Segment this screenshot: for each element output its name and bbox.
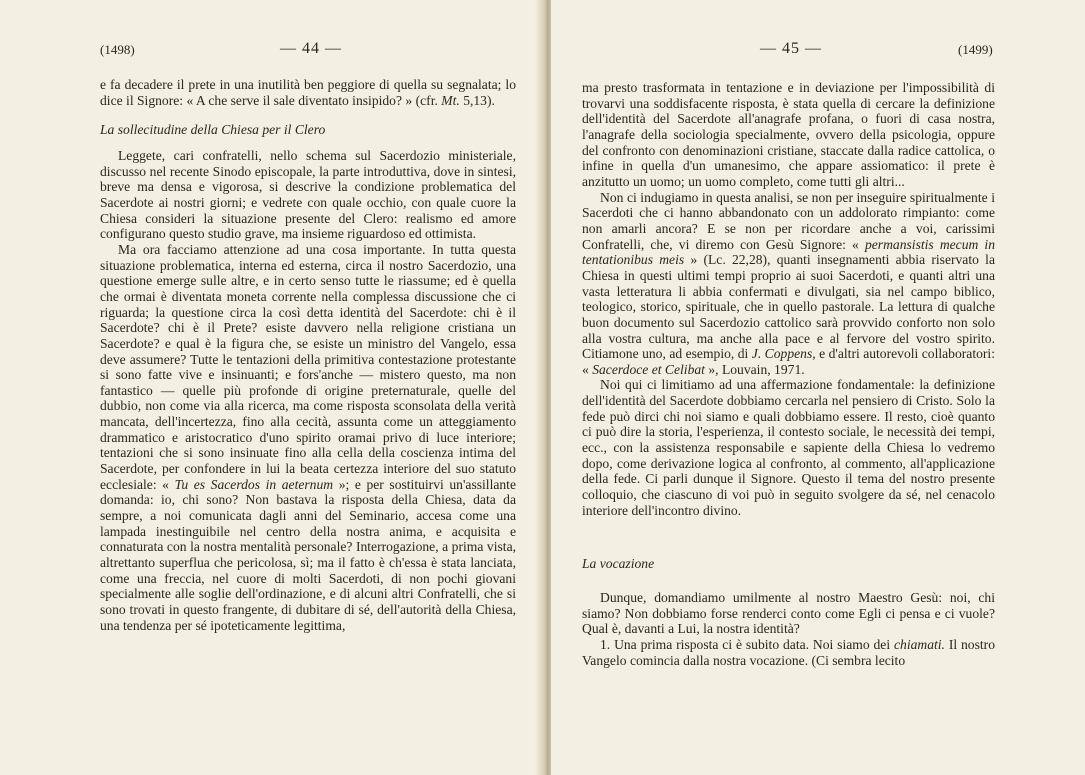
left-page-number: — 44 — xyxy=(280,40,342,57)
right-paragraph: ma presto trasformata in tentazione e in deviazione per l'impossibilità di trovarvi una soddisfacente risposta, è stata quella di cercare la definizione dell'identità del Sacerdote all'anagrafe profana, o fuori di casa nostra, l'anagrafe della sociologia specialmente, ovvero della psicologia, oppure del confronto con denominazioni cristiane, staccate dalla radice cattolica, o infine in quella d'un umanesimo, che appare assiomatico: il prete è anzitutto un uomo; un uomo completo, come tutti gli altri... xyxy=(582,80,995,189)
right-paragraph: Noi qui ci limitiamo ad una affermazione fondamentale: la definizione dell'identità del Sacerdote dobbiamo cercarla nel pensiero di Cristo. Solo la fede può dirci chi noi siamo e quali dobbiamo essere. Il resto, cioè quanto ci può dire la storia, l'esperienza, il contesto sociale, le necessità dei tempi, ecc., con la assistenza responsabile e sapiente della Chiesa lo vedremo dopo, come derivazione logica al confronto, al commento, all'applicazione della fede. Ci parli dunque il Signore. Questo il tema del nostro presente colloquio, che ciascuno di voi può in seguito svolgere da sé, nel cenacolo interiore dell'incontro divino. xyxy=(582,377,995,518)
left-body-text xyxy=(100,77,516,633)
left-paragraph: Leggete, cari confratelli, nello schema sul Sacerdozio ministeriale, discusso nel recente Sinodo episcopale, la parte introduttiva, dove in sintesi, breve ma densa e vigorosa, si descrive la condizione problematica del Sacerdote ai nostri giorni; e vedrete con quale occhio, con quale cuore la Chiesa consideri la situazione presente del Clero: realismo ed amore configurano questo studio grave, ma insieme riguardoso ed ottimista. xyxy=(100,147,516,242)
right-header-number: (1499) xyxy=(958,42,993,57)
right-paragraph: 1. Una prima risposta ci è subito data. Noi siamo dei chiamati. Il nostro Vangelo comincia dalla nostra vocazione. (Ci sembra lecito xyxy=(582,637,995,668)
right-body-text xyxy=(582,80,995,668)
left-header-number: (1498) xyxy=(100,42,135,57)
section-heading: La sollecitudine della Chiesa per il Clero xyxy=(100,122,326,138)
right-paragraph: Non ci indugiamo in questa analisi, se non per inseguire spiritualmente i Sacerdoti che ci hanno abbandonato con un addolorato rimpianto: come non amarli ancora? E se non per ricordare anche a voi, carissimi Confratelli, che, vi diremo con Gesù Signore: « permansistis mecum in tentationibus meis » (Lc. 22,28), quanti insegnamenti abbia riservato la Chiesa in questi ultimi tempi proprio ai suoi Sacerdoti, e quanti altri una vasta letteratura li abbia confermati e divulgati, sia nel campo biblico, teologico, storico, spirituale, che in quello pastorale. La lettura di qualche buon documento sul Sacerdozio cattolico sarà provvido conforto non solo alla vostra cultura, ma anche alla pace e al fervore del vostro spirito. Citiamone uno, ad esempio, di J. Coppens, e d'altri autorevoli collaboratori: « Sacerdoce et Celibat », Louvain, 1971. xyxy=(582,189,995,377)
section-heading: La vocazione xyxy=(582,556,655,572)
right-paragraph: Dunque, domandiamo umilmente al nostro Maestro Gesù: noi, chi siamo? Non dobbiamo forse renderci conto come Egli ci pensa e ci vuole? Qual è, davanti a Lui, la nostra identità? xyxy=(582,590,995,637)
left-paragraph: Ma ora facciamo attenzione ad una cosa importante. In tutta questa situazione problematica, interna ed esterna, circa il nostro Sacerdozio, una questione emerge sulle altre, e in certo senso tutte le riassume; ed è quella che ormai è diventata moneta corrente nella complessa discussione che ci riguarda; la questione circa la così detta identità del Sacerdote: chi è il Sacerdote? chi è il Prete? esiste davvero nella religione cristiana un Sacerdote? e qual è la figura che, se esiste un ministro del Vangelo, essa deve assumere? Tutte le tentazioni della primitiva contestazione protestante si sono fatte vive e insinuanti; e fors'anche — mistero questo, ma non fantastico — quelle più profonde di origine preternaturale, quelle del dubbio, non come via alla ricerca, ma come risposta sconsolata della verità mancata, dell'incertezza, fino alla cecità, assunta come un atteggiamento drammatico e aristocratico d'uno spirito oramai privo di luce interiore; tentazioni che si sono insinuate fino alla cella della coscienza intima del Sacerdote, per confondere in lui la beata certezza interiore del suo statuto ecclesiale: « Tu es Sacerdos in aeternum »; e per sostituirvi un'assillante domanda: io, chi sono? Non bastava la risposta della Chiesa, data da sempre, a noi comunicata dagli anni del Seminario, accesa come una lampada inestinguibile nel centro della nostra anima, e acquisita e connaturata con la nostra mentalità personale? Interrogazione, a prima vista, altrettanto superflua che pericolosa, sì; ma il fatto è ch'essa è stata lanciata, come una freccia, nel cuore di molti Sacerdoti, di non pochi giovani specialmente alle soglie dell'ordinazione, e di alcuni altri Confratelli, che si sono trovati in questo frangente, di dubitare di sé, dell'autorità della Chiesa, una tendenza per sé ipoteticamente legittima, xyxy=(100,241,516,633)
right-page-number: — 45 — xyxy=(760,40,822,57)
left-paragraph: e fa decadere il prete in una inutilità ben peggiore di quella su segnalata; lo dice il Signore: « A che serve il sale diventato insipido? » (cfr. Mt. 5,13). xyxy=(100,77,516,108)
